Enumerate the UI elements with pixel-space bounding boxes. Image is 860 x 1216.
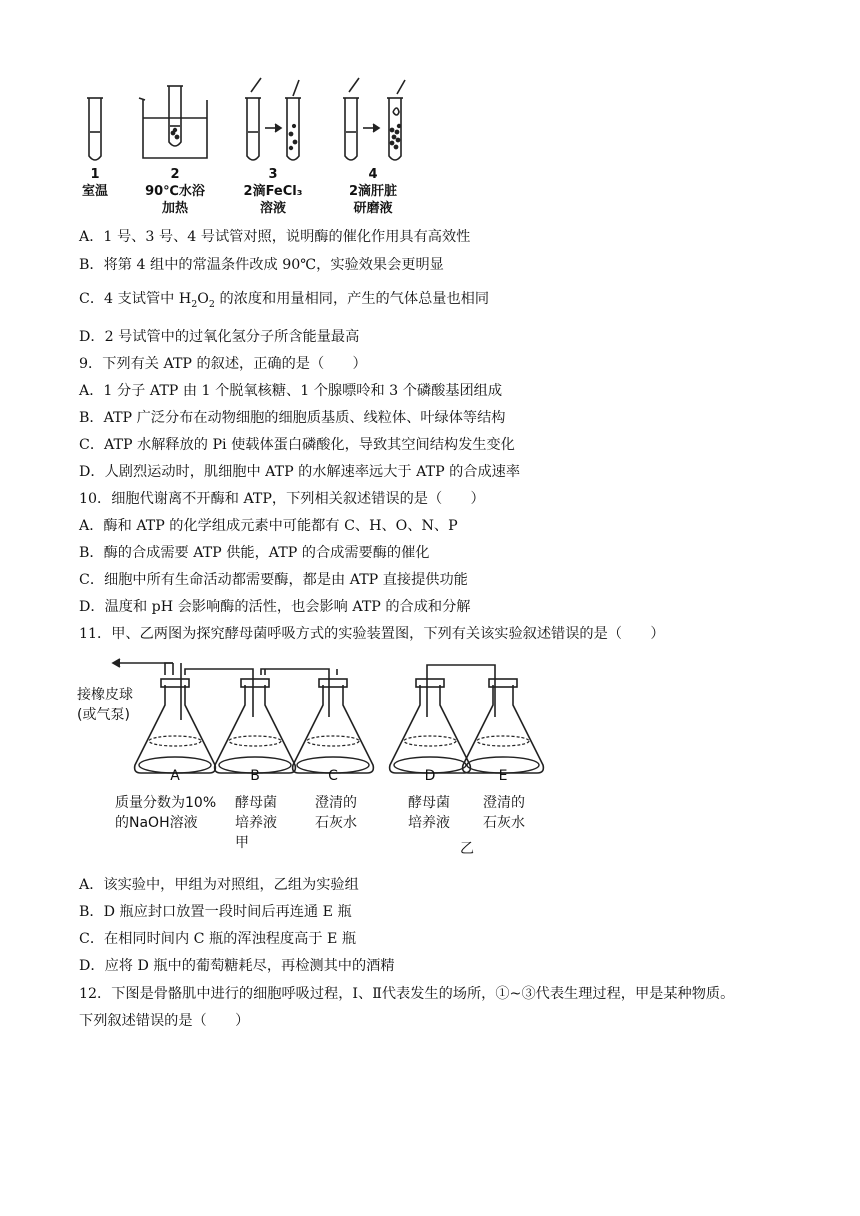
group-yi-label: 乙 xyxy=(460,841,474,857)
tube-2-water-bath xyxy=(139,86,207,158)
q10-option-c: C．细胞中所有生命活动都需要酶，都是由 ATP 直接提供功能 xyxy=(79,572,468,588)
tube-3-label: 2滴FeCl₃ xyxy=(243,184,303,199)
pump-label-2: (或气泵) xyxy=(77,707,130,723)
flask-d-label: 酵母菌 xyxy=(408,795,450,811)
tube-4-label-2: 研磨液 xyxy=(353,201,393,216)
q8-option-a: A．1 号、3 号、4 号试管对照，说明酶的催化作用具有高效性 xyxy=(79,229,471,245)
q10-option-d: D．温度和 pH 会影响酶的活性，也会影响 ATP 的合成和分解 xyxy=(79,599,471,615)
q11-stem: 11．甲、乙两图为探究酵母菌呼吸方式的实验装置图，下列有关该实验叙述错误的是（ ） xyxy=(79,626,665,642)
q9-option-d: D．人剧烈运动时，肌细胞中 ATP 的水解速率远大于 ATP 的合成速率 xyxy=(79,464,521,480)
flask-b-label-2: 培养液 xyxy=(235,815,277,831)
tube-2-label: 90℃水浴 xyxy=(145,184,205,199)
tube-1-label: 室温 xyxy=(81,184,109,199)
flask-c-label: 澄清的 xyxy=(315,795,357,811)
flask-e-letter: E xyxy=(498,768,508,784)
q11-option-c: C．在相同时间内 C 瓶的浑浊程度高于 E 瓶 xyxy=(79,931,357,947)
group-jia-label: 甲 xyxy=(235,835,249,851)
q8-c-sub1: 2 xyxy=(191,298,198,310)
tube-1-number: 1 xyxy=(90,167,100,182)
q9-option-c: C．ATP 水解释放的 Pi 使载体蛋白磷酸化，导致其空间结构发生变化 xyxy=(79,437,515,453)
q8-option-d: D．2 号试管中的过氧化氢分子所含能量最高 xyxy=(79,329,360,345)
flask-e-label: 澄清的 xyxy=(483,795,525,811)
q9-stem: 9．下列有关 ATP 的叙述，正确的是（ ） xyxy=(79,356,367,372)
pump-label: 接橡皮球 xyxy=(77,687,133,703)
q11-option-d: D．应将 D 瓶中的葡萄糖耗尽，再检测其中的酒精 xyxy=(79,958,395,974)
q9-option-a: A．1 分子 ATP 由 1 个脱氧核糖、1 个腺嘌呤和 3 个磷酸基团组成 xyxy=(79,383,503,399)
q8-option-c xyxy=(79,290,489,314)
tube-1 xyxy=(87,98,103,160)
q8-c-sub2: 2 xyxy=(208,298,215,310)
flask-d-letter: D xyxy=(424,768,436,784)
tube-2-label-2: 加热 xyxy=(161,201,189,216)
tube-4-label: 2滴肝脏 xyxy=(348,184,398,199)
tube-3-number: 3 xyxy=(268,167,278,182)
tube-4-number: 4 xyxy=(368,167,378,182)
q8-c-mid: O xyxy=(197,291,209,307)
q10-stem: 10．细胞代谢离不开酶和 ATP，下列相关叙述错误的是（ ） xyxy=(79,491,485,507)
q11-option-a: A．该实验中，甲组为对照组，乙组为实验组 xyxy=(79,877,359,893)
flask-a-letter: A xyxy=(170,768,180,784)
flask-c-letter: C xyxy=(328,768,338,784)
flask-d-label-2: 培养液 xyxy=(408,815,450,831)
q10-option-b: B．酶的合成需要 ATP 供能，ATP 的合成需要酶的催化 xyxy=(79,545,430,561)
flask-a-label-2: 的NaOH溶液 xyxy=(115,815,198,831)
flask-a-label: 质量分数为10% xyxy=(115,795,217,811)
tube-3-label-2: 溶液 xyxy=(259,201,287,216)
flask-c-label-2: 石灰水 xyxy=(315,815,357,831)
q12-stem-2: 下列叙述错误的是（ ） xyxy=(79,1013,250,1029)
flask-b-letter: B xyxy=(250,768,260,784)
q10-option-a: A．酶和 ATP 的化学组成元素中可能都有 C、H、O、N、P xyxy=(79,518,458,534)
tube-3-fecl3 xyxy=(245,78,301,160)
tube-4-liver xyxy=(343,78,405,160)
q11-option-b: B．D 瓶应封口放置一段时间后再连通 E 瓶 xyxy=(79,904,352,920)
flask-e-label-2: 石灰水 xyxy=(483,815,525,831)
q9-option-b: B．ATP 广泛分布在动物细胞的细胞质基质、线粒体、叶绿体等结构 xyxy=(79,410,506,426)
flask-b-label: 酵母菌 xyxy=(235,795,277,811)
q8-option-b: B．将第 4 组中的常温条件改成 90℃，实验效果会更明显 xyxy=(79,257,444,273)
respiration-apparatus-figure xyxy=(75,655,555,865)
q8-c-pre: C．4 支试管中 H xyxy=(79,291,192,307)
tube-2-number: 2 xyxy=(170,167,180,182)
q8-c-post: 的浓度和用量相同，产生的气体总量也相同 xyxy=(214,291,490,307)
test-tube-figure xyxy=(75,70,425,220)
q12-stem: 12．下图是骨骼肌中进行的细胞呼吸过程，Ⅰ、Ⅱ代表发生的场所，①~③代表生理过程，甲是某种物质。 xyxy=(79,986,735,1002)
